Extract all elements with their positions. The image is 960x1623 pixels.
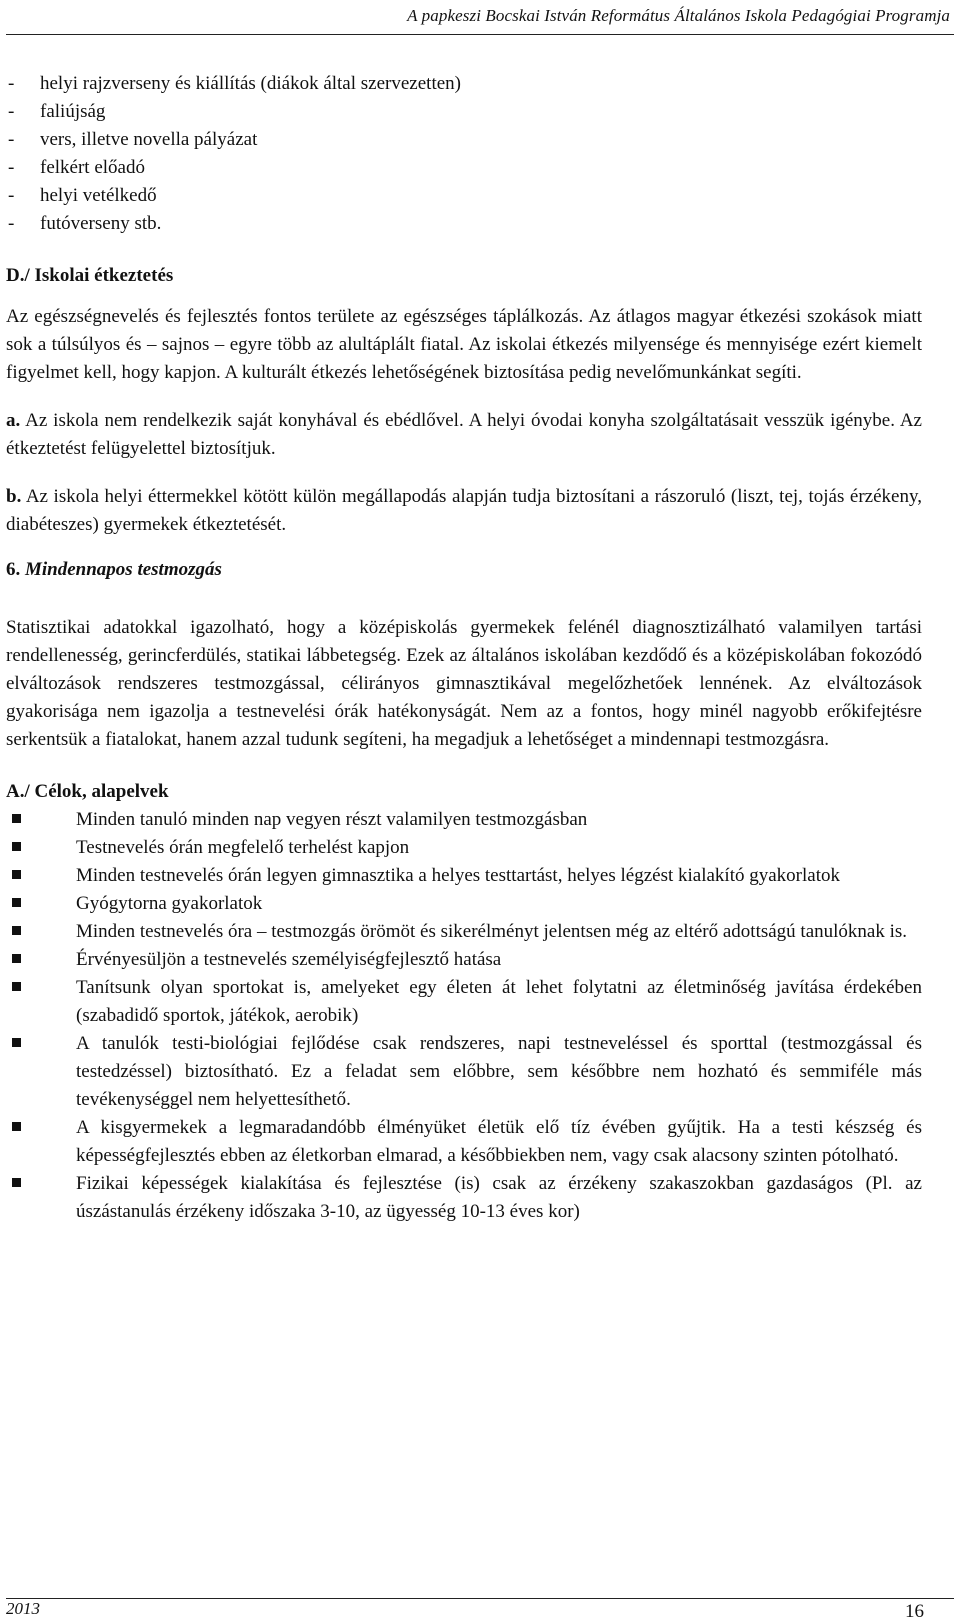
- list-item: Minden tanuló minden nap vegyen részt valamilyen testmozgásban: [6, 806, 922, 834]
- section-d-paragraph: Az egészségnevelés és fejlesztés fontos területe az egészséges táplálkozás. Az átlagos magyar étkezési szokások miatt sok a túlsúlyos és – sajnos – egyre több az alultáplált fiatal. Az iskolai étkezés milyensége és mennyisége ezért kiemelt figyelmet kell, hogy kapjon. A kulturált étkezés lehetőségének biztosítása pedig nevelőmunkánkat segíti.: [6, 306, 922, 383]
- event-list: [6, 70, 922, 238]
- list-item: - felkért előadó: [6, 154, 922, 182]
- list-item: Fizikai képességek kialakítása és fejlesztése (is) csak az érzékeny szakaszokban gazdaságos (Pl. az úszástanulás érzékeny időszaka 3-10, az ügyesség 10-13 éves kor): [6, 1170, 922, 1226]
- list-item: - faliújság: [6, 98, 922, 126]
- square-bullet-icon: [12, 898, 21, 907]
- footer-divider: [6, 1598, 954, 1599]
- list-item: Minden testnevelés órán legyen gimnasztika a helyes testtartást, helyes légzést kialakító gyakorlatok: [6, 862, 922, 890]
- list-item: - futóverseny stb.: [6, 210, 922, 238]
- section-6-heading: [6, 556, 922, 584]
- square-bullet-icon: [12, 870, 21, 879]
- section-6-number: 6.: [6, 559, 21, 580]
- square-bullet-icon: [12, 1122, 21, 1131]
- list-item: Érvényesüljön a testnevelés személyiségfejlesztő hatása: [6, 946, 922, 974]
- list-item: - helyi rajzverseny és kiállítás (diákok által szervezetten): [6, 70, 922, 98]
- square-bullet-icon: [12, 842, 21, 851]
- list-item: - helyi vetélkedő: [6, 182, 922, 210]
- list-item: Minden testnevelés óra – testmozgás örömöt és sikerélményt jelentsen még az eltérő adottságú tanulóknak is.: [6, 918, 922, 946]
- square-bullet-icon: [12, 982, 21, 991]
- footer-year: 2013: [6, 1599, 40, 1618]
- section-6-title: Mindennapos testmozgás: [25, 559, 222, 580]
- item-a-text: Az iskola nem rendelkezik saját konyhával és ebédlővel. A helyi óvodai konyha szolgáltatásait vesszük igénybe. Az étkeztetést felügyelettel biztosítjuk.: [6, 410, 922, 459]
- list-item: - vers, illetve novella pályázat: [6, 126, 922, 154]
- page-content: [6, 70, 922, 1226]
- section-6-paragraph: Statisztikai adatokkal igazolható, hogy a középiskolás gyermekek felénél diagnosztizálható valamilyen tartási rendellenesség, gerincferdülés, statikai lábbetegség. Ezek az általános iskolában kezdődő és a középiskolában fokozódó elváltozások rendszeres testmozgással, célirányos gimnasztikával megelőzhetőek lennének. Az elváltozások gyakorisága nem igazolja a testnevelési órák hatékonyságát. Nem az a fontos, hogy minél nagyobb erőkifejtésre serkentsük a fiatalokat, hanem azzal tudunk segíteni, ha megadjuk a lehetőséget a mindennapi testmozgásra.: [6, 617, 922, 750]
- goals-list: [6, 806, 922, 1226]
- square-bullet-icon: [12, 1038, 21, 1047]
- list-item: A kisgyermekek a legmaradandóbb élményüket életük elő tíz évében gyűjtik. Ha a testi készség és képességfejlesztés ebben az életkorban elmarad, a későbbiekben nem, vagy csak alacsony szinten pótolható.: [6, 1114, 922, 1170]
- square-bullet-icon: [12, 926, 21, 935]
- section-d-heading: D./ Iskolai étkeztetés: [6, 265, 174, 286]
- list-item: Gyógytorna gyakorlatok: [6, 890, 922, 918]
- page-header: A papkeszi Bocskai István Református Általános Iskola Pedagógiai Programja: [407, 6, 950, 25]
- list-item: Tanítsunk olyan sportokat is, amelyeket egy életen át lehet folytatni az életminőség javítása érdekében (szabadidő sportok, játékok, aerobik): [6, 974, 922, 1030]
- item-b-label: b.: [6, 486, 22, 507]
- square-bullet-icon: [12, 954, 21, 963]
- section-a-heading: A./ Célok, alapelvek: [6, 781, 169, 802]
- page-number: 16: [905, 1601, 924, 1622]
- header-divider: [6, 34, 954, 35]
- item-b-text: Az iskola helyi éttermekkel kötött külön megállapodás alapján tudja biztosítani a rászoruló (liszt, tej, tojás érzékeny, diabéteszes) gyermekek étkeztetését.: [6, 486, 922, 535]
- item-a-paragraph: [6, 407, 922, 463]
- list-item: A tanulók testi-biológiai fejlődése csak rendszeres, napi testneveléssel és sporttal (testmozgással és testedzéssel) biztosítható. Ez a feladat sem előbbre, sem későbbre nem hozható és semmiféle más tevékenységgel nem helyettesíthető.: [6, 1030, 922, 1114]
- item-a-label: a.: [6, 410, 21, 431]
- item-b-paragraph: [6, 483, 922, 539]
- square-bullet-icon: [12, 1178, 21, 1187]
- list-item: Testnevelés órán megfelelő terhelést kapjon: [6, 834, 922, 862]
- square-bullet-icon: [12, 814, 21, 823]
